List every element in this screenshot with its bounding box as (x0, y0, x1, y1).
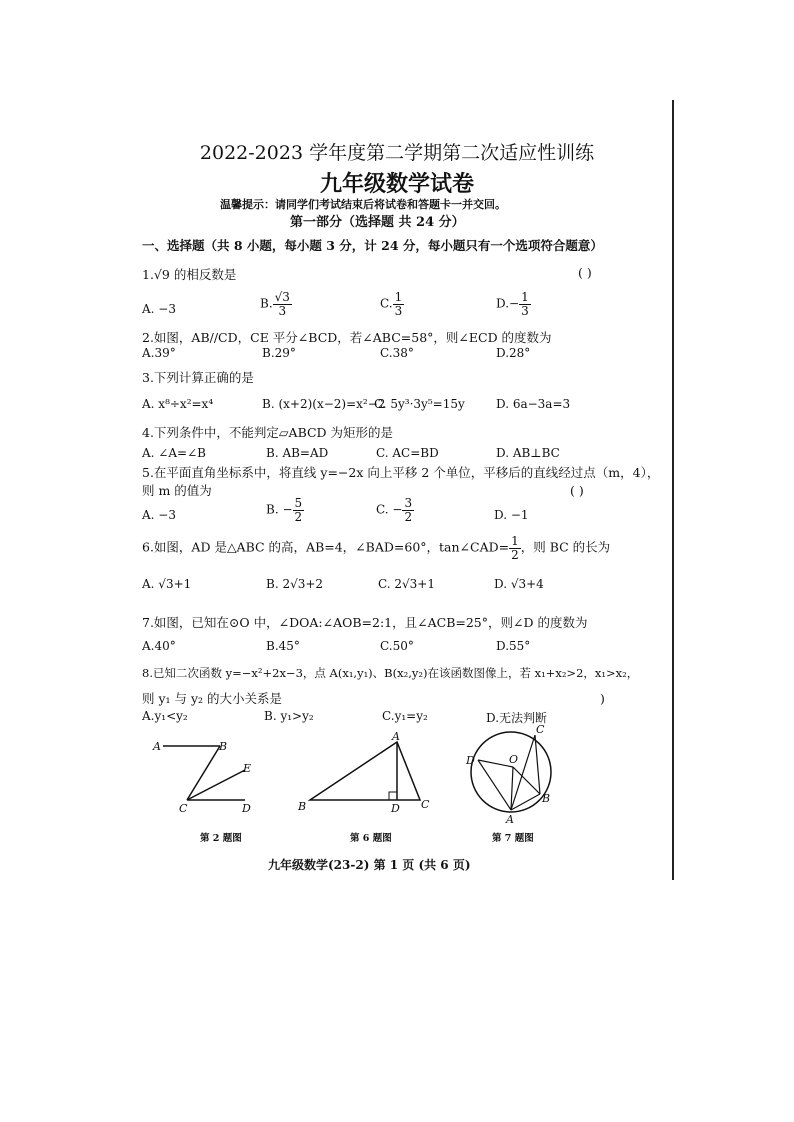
fig2-label-a: A (153, 740, 161, 753)
q8-option-a: A.y₁<y₂ (142, 709, 188, 723)
q5-option-b: B. − $\frac{5}{2}$ (266, 496, 303, 524)
q7-option-c: C.50° (380, 639, 414, 653)
q6-option-d: D. √3+4 (494, 577, 544, 591)
q2-stem: 2.如图，AB//CD，CE 平分∠BCD，若∠ABC=58°，则∠ECD 的度数为 (142, 330, 552, 345)
q8-stem: 8.已知二次函数 y=−x²+2x−3，点 A(x₁,y₁)、B(x₂,y₂)在该函数图像上，若 x₁+x₂>2，x₁>x₂， (142, 666, 639, 680)
q5-option-a: A. −3 (142, 508, 176, 522)
q4-option-d: D. AB⊥BC (496, 446, 560, 460)
q4-option-b: B. AB=AD (266, 446, 329, 460)
part-heading: 第一部分（选择题 共 24 分） (290, 215, 465, 230)
q7-stem: 7.如图，已知在⊙O 中，∠DOA:∠AOB=2:1，且∠ACB=25°，则∠D 的度数为 (142, 615, 588, 630)
binding-margin-line (672, 100, 674, 880)
q2-option-c: C.38° (380, 346, 414, 360)
q3-option-b: B. (x+2)(x−2)=x²−2 (262, 397, 386, 411)
fig6-right-angle-mark (389, 792, 397, 800)
fig7-label-b: B (542, 792, 551, 805)
fig6-label-a: A (392, 730, 400, 743)
section-heading: 一、选择题（共 8 小题，每小题 3 分，计 24 分，每小题只有一个选项符合题意） (142, 238, 603, 253)
q5-option-c: C. − $\frac{3}{2}$ (376, 496, 413, 524)
q6-option-a: A. √3+1 (142, 577, 192, 591)
figure-q6 (290, 730, 440, 825)
q5-stem-line2: 则 m 的值为 (142, 483, 212, 498)
q8-stem-line2: 则 y₁ 与 y₂ 的大小关系是 (142, 691, 283, 706)
q8-option-d: D.无法判断 (486, 711, 548, 725)
fig2-label-e: E (243, 762, 252, 775)
q7-option-a: A.40° (142, 639, 176, 653)
fig2-label-d: D (242, 802, 251, 815)
fig7-chord-da (478, 760, 511, 810)
q2-option-d: D.28° (496, 346, 531, 360)
q1-option-b: B. $\frac{√3}{3}$ (260, 290, 290, 318)
q4-stem: 4.下列条件中，不能判定▱ABCD 为矩形的是 (142, 425, 394, 440)
fig7-label-a: A (506, 813, 514, 826)
exam-tip: 温馨提示：请同学们考试结束后将试卷和答题卡一并交回。 (220, 198, 506, 211)
q8-option-c: C.y₁=y₂ (382, 709, 428, 723)
q4-option-a: A. ∠A=∠B (142, 446, 206, 460)
q6-option-b: B. 2√3+2 (266, 577, 324, 591)
q8-option-b: B. y₁>y₂ (264, 709, 314, 723)
q7-option-d: D.55° (496, 639, 531, 653)
q6-stem: 6.如图，AD 是△ABC 的高，AB=4，∠BAD=60°，tan∠CAD= $\frac{1}{2}$ ，则 BC 的长为 (142, 534, 611, 562)
q1-option-c: C. $\frac{1}{3}$ (380, 290, 403, 318)
q4-option-c: C. AC=BD (376, 446, 439, 460)
exam-subtitle: 九年级数学试卷 (319, 172, 474, 197)
page-footer: 九年级数学(23-2) 第 1 页 (共 6 页) (268, 858, 471, 872)
q3-option-d: D. 6a−3a=3 (496, 397, 571, 411)
q5-answer-paren: ( ) (570, 483, 584, 498)
fig7-label-o: O (509, 753, 519, 766)
fig7-label-c: C (536, 723, 545, 736)
q3-stem: 3.下列计算正确的是 (142, 370, 254, 385)
q2-option-a: A.39° (142, 346, 176, 360)
fig7-label-d: D (466, 754, 475, 767)
fig6-caption: 第 6 题图 (350, 833, 392, 844)
fig6-label-d: D (391, 802, 400, 815)
q7-option-b: B.45° (266, 639, 300, 653)
q1-answer-paren: ( ) (578, 265, 592, 280)
q5-option-d: D. −1 (494, 508, 529, 522)
q1-option-a: A. −3 (142, 302, 176, 316)
fig2-caption: 第 2 题图 (200, 833, 242, 844)
figure-q2 (145, 730, 275, 825)
q5-stem: 5.在平面直角坐标系中，将直线 y=−2x 向上平移 2 个单位，平移后的直线经过点（m，4）， (142, 465, 660, 480)
fig7-radius-od (478, 760, 513, 767)
fig6-label-b: B (298, 800, 307, 813)
fig6-triangle-abc (310, 742, 420, 800)
q3-option-c: C. 5y³·3y⁵=15y (374, 397, 465, 411)
q1-stem: 1.√9 的相反数是 (142, 267, 237, 282)
fig2-label-b: B (219, 740, 228, 753)
q6-option-c: C. 2√3+1 (378, 577, 435, 591)
q8-answer-paren: ) (600, 691, 605, 706)
fig6-label-c: C (421, 798, 430, 811)
q2-option-b: B.29° (262, 346, 296, 360)
q3-option-a: A. x⁸÷x²=x⁴ (142, 397, 214, 411)
fig7-caption: 第 7 题图 (492, 833, 534, 844)
figure-q7 (458, 722, 568, 827)
q1-option-d: D.− $\frac{1}{3}$ (496, 290, 529, 318)
fig2-label-c: C (179, 802, 188, 815)
exam-title: 2022-2023 学年度第二学期第二次适应性训练 (199, 142, 595, 164)
